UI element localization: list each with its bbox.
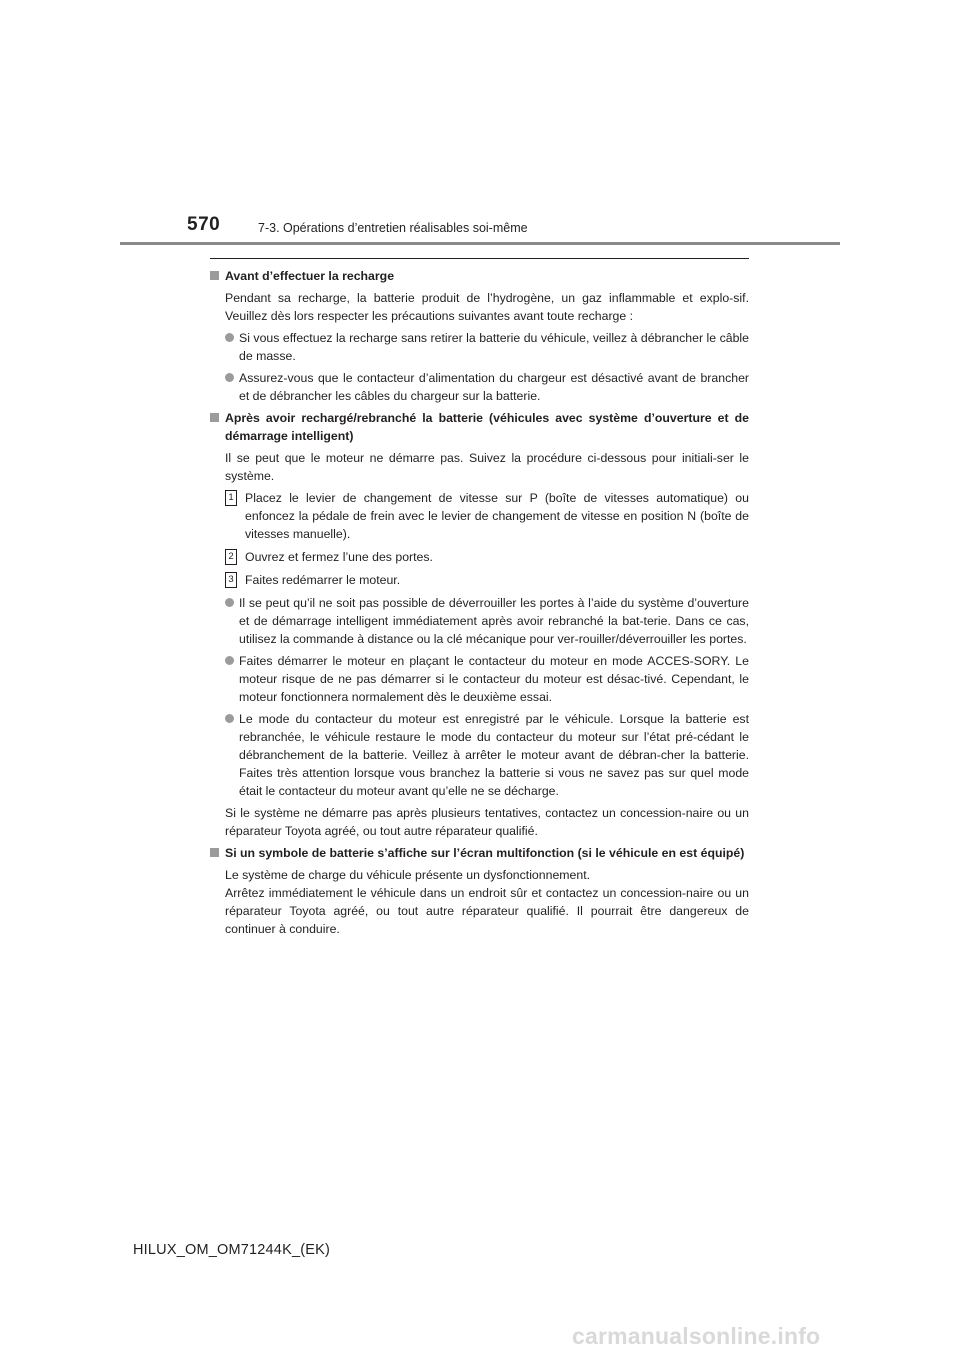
section-after-recharge — [210, 409, 749, 840]
square-bullet-icon — [210, 271, 219, 280]
step-item — [225, 548, 749, 566]
paragraph: Le système de charge du véhicule présente un dysfonctionnement. — [225, 868, 591, 882]
square-bullet-icon — [210, 848, 219, 857]
section-body — [210, 866, 749, 938]
paragraph: Pendant sa recharge, la batterie produit de l’hydrogène, un gaz inflammable et explo-sif. Veuillez dès lors respecter les précautions suivantes avant toute recharge : — [225, 291, 749, 323]
header-rule — [120, 242, 840, 245]
watermark: carmanualsonline.info — [572, 1323, 821, 1349]
section-body — [210, 289, 749, 405]
paragraph: Il se peut que le moteur ne démarre pas. Suivez la procédure ci-dessous pour initiali-ser le système. — [225, 451, 749, 483]
page-number: 570 — [187, 214, 221, 235]
section-heading-text: Après avoir rechargé/rebranché la batterie (véhicules avec système d’ouverture et de démarrage intelligent) — [225, 411, 749, 443]
bullet-item — [225, 329, 749, 365]
footer-doc-id: HILUX_OM_OM71244K_(EK) — [133, 1242, 331, 1258]
content — [210, 258, 749, 942]
bullet-item — [225, 710, 749, 800]
bullet-text: Assurez-vous que le contacteur d’alimentation du chargeur est désactivé avant de brancher et de débrancher les câbles du chargeur sur la batterie. — [239, 371, 749, 403]
bullet-item — [225, 594, 749, 648]
step-item — [225, 489, 749, 543]
bullet-text: Il se peut qu’il ne soit pas possible de déverrouiller les portes à l’aide du système d’ouverture et de démarrage intelligent immédiatement après avoir rebranché la bat-terie. Dans ce cas, utilisez la commande à distance ou la clé mécanique pour ver-rouiller/déverrouiller les portes. — [239, 596, 749, 646]
section-heading-text: Si un symbole de batterie s’affiche sur l’écran multifonction (si le véhicule en est équipé) — [225, 846, 745, 860]
step-number: 2 — [225, 549, 237, 565]
step-text: Placez le levier de changement de vitesse sur P (boîte de vitesses automatique) ou enfoncez la pédale de frein avec le levier de changement de vitesse en position N (boîte de vitesses manuelle). — [245, 491, 749, 541]
circle-bullet-icon — [225, 598, 234, 607]
section-heading — [210, 409, 749, 445]
step-text: Faites redémarrer le moteur. — [245, 573, 401, 587]
square-bullet-icon — [210, 413, 219, 422]
step-text: Ouvrez et fermez l’une des portes. — [245, 550, 433, 564]
section-before-recharge — [210, 267, 749, 405]
section-heading — [210, 844, 749, 862]
circle-bullet-icon — [225, 333, 234, 342]
bullet-text: Faites démarrer le moteur en plaçant le contacteur du moteur en mode ACCES-SORY. Le moteur risque de ne pas démarrer si le contacteur du moteur est désac-tivé. Cependant, le moteur fonctionnera normalement dès le deuxième essai. — [239, 654, 749, 704]
bullet-text: Le mode du contacteur du moteur est enregistré par le véhicule. Lorsque la batterie est rebranchée, le véhicule restaure le mode du contacteur du moteur sur l’état pré-cédant le débranchement de la batterie. Veillez à arrêter le moteur avant de débran-cher la batterie. Faites très attention lorsque vous branchez la batterie si vous ne savez pas sur quel mode était le contacteur du moteur avant qu’elle ne se décharge. — [239, 712, 749, 798]
chapter-title: 7-3. Opérations d’entretien réalisables soi-même — [258, 221, 528, 235]
section-battery-symbol — [210, 844, 749, 938]
bullet-text: Si vous effectuez la recharge sans retirer la batterie du véhicule, veillez à débrancher le câble de masse. — [239, 331, 749, 363]
step-item — [225, 571, 749, 589]
circle-bullet-icon — [225, 656, 234, 665]
paragraph: Arrêtez immédiatement le véhicule dans un endroit sûr et contactez un concession-naire ou un réparateur Toyota agréé, ou tout autre réparateur qualifié. Il pourrait être dangereux de continuer à conduire. — [225, 886, 749, 936]
step-number: 1 — [225, 490, 237, 506]
circle-bullet-icon — [225, 373, 234, 382]
bullet-item — [225, 652, 749, 706]
paragraph: Si le système ne démarre pas après plusieurs tentatives, contactez un concession-naire ou un réparateur Toyota agréé, ou tout autre réparateur qualifié. — [225, 806, 749, 838]
section-heading — [210, 267, 749, 285]
circle-bullet-icon — [225, 714, 234, 723]
section-body — [210, 449, 749, 840]
bullet-item — [225, 369, 749, 405]
section-heading-text: Avant d’effectuer la recharge — [225, 269, 395, 283]
step-number: 3 — [225, 572, 237, 588]
